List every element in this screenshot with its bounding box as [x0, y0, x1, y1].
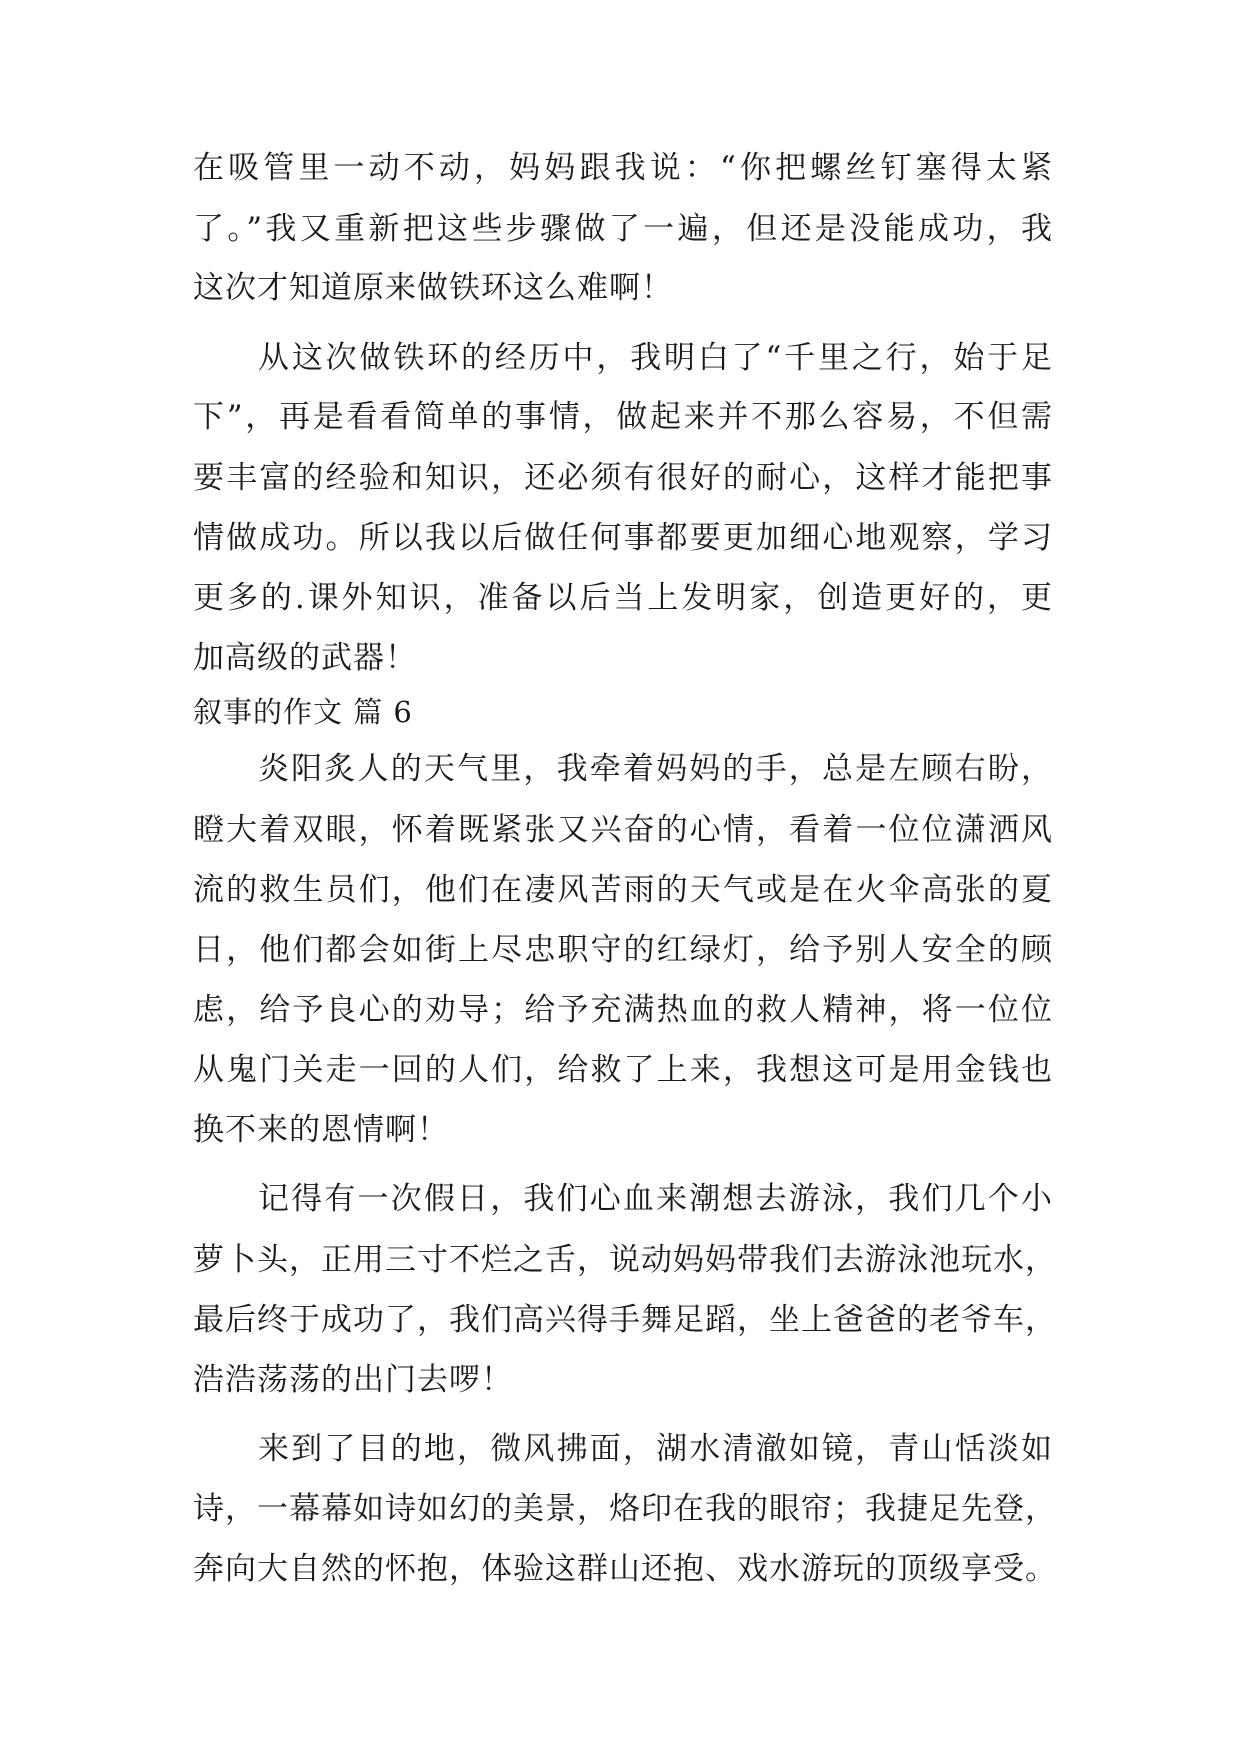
section-heading: 叙事的作文 篇 6	[193, 695, 413, 729]
paragraph-1-line-2: 了。”我又重新把这些步骤做了一遍，但还是没能成功，我	[193, 211, 1053, 247]
paragraph-3-line-5: 虑，给予良心的劝导；给予充满热血的救人精神，将一位位	[193, 992, 1053, 1028]
paragraph-4-line-3: 最后终于成功了，我们高兴得手舞足蹈，坐上爸爸的老爷车，	[193, 1302, 1057, 1338]
paragraph-1-line-1: 在吸管里一动不动，妈妈跟我说：“你把螺丝钉塞得太紧	[193, 150, 1053, 186]
paragraph-4-line-1: 记得有一次假日，我们心血来潮想去游泳，我们几个小	[258, 1181, 1053, 1217]
paragraph-5-line-3: 奔向大自然的怀抱，体验这群山还抱、戏水游玩的顶级享受。	[193, 1551, 1057, 1587]
paragraph-2-line-4: 情做成功。所以我以后做任何事都要更加细心地观察，学习	[193, 520, 1053, 556]
paragraph-2-line-3: 要丰富的经验和知识，还必须有很好的耐心，这样才能把事	[193, 460, 1053, 496]
paragraph-3-line-3: 流的救生员们，他们在凄风苦雨的天气或是在火伞高张的夏	[193, 872, 1053, 908]
paragraph-2-line-6: 加高级的武器！	[193, 640, 417, 676]
paragraph-5-line-1: 来到了目的地，微风拂面，湖水清澈如镜，青山恬淡如	[258, 1431, 1053, 1467]
paragraph-1-line-3: 这次才知道原来做铁环这么难啊！	[193, 270, 673, 306]
paragraph-5-line-2: 诗，一幕幕如诗如幻的美景，烙印在我的眼帘；我捷足先登，	[193, 1491, 1057, 1527]
paragraph-3-line-7: 换不来的恩情啊！	[193, 1112, 449, 1148]
paragraph-2-line-1: 从这次做铁环的经历中，我明白了“千里之行，始于足	[258, 340, 1053, 376]
paragraph-3-line-4: 日，他们都会如街上尽忠职守的红绿灯，给予别人安全的顾	[193, 932, 1053, 968]
paragraph-3-line-1: 炎阳炙人的天气里，我牵着妈妈的手，总是左顾右盼，	[258, 751, 1053, 787]
paragraph-2-line-5: 更多的.课外知识，准备以后当上发明家，创造更好的，更	[193, 580, 1053, 616]
paragraph-2-line-2: 下”，再是看看简单的事情，做起来并不那么容易，不但需	[193, 399, 1053, 435]
paragraph-3-line-2: 瞪大着双眼，怀着既紧张又兴奋的心情，看着一位位潇洒风	[193, 812, 1053, 848]
paragraph-4-line-4: 浩浩荡荡的出门去啰！	[193, 1362, 513, 1398]
paragraph-3-line-6: 从鬼门关走一回的人们，给救了上来，我想这可是用金钱也	[193, 1052, 1053, 1088]
paragraph-4-line-2: 萝卜头，正用三寸不烂之舌，说动妈妈带我们去游泳池玩水，	[193, 1242, 1057, 1278]
